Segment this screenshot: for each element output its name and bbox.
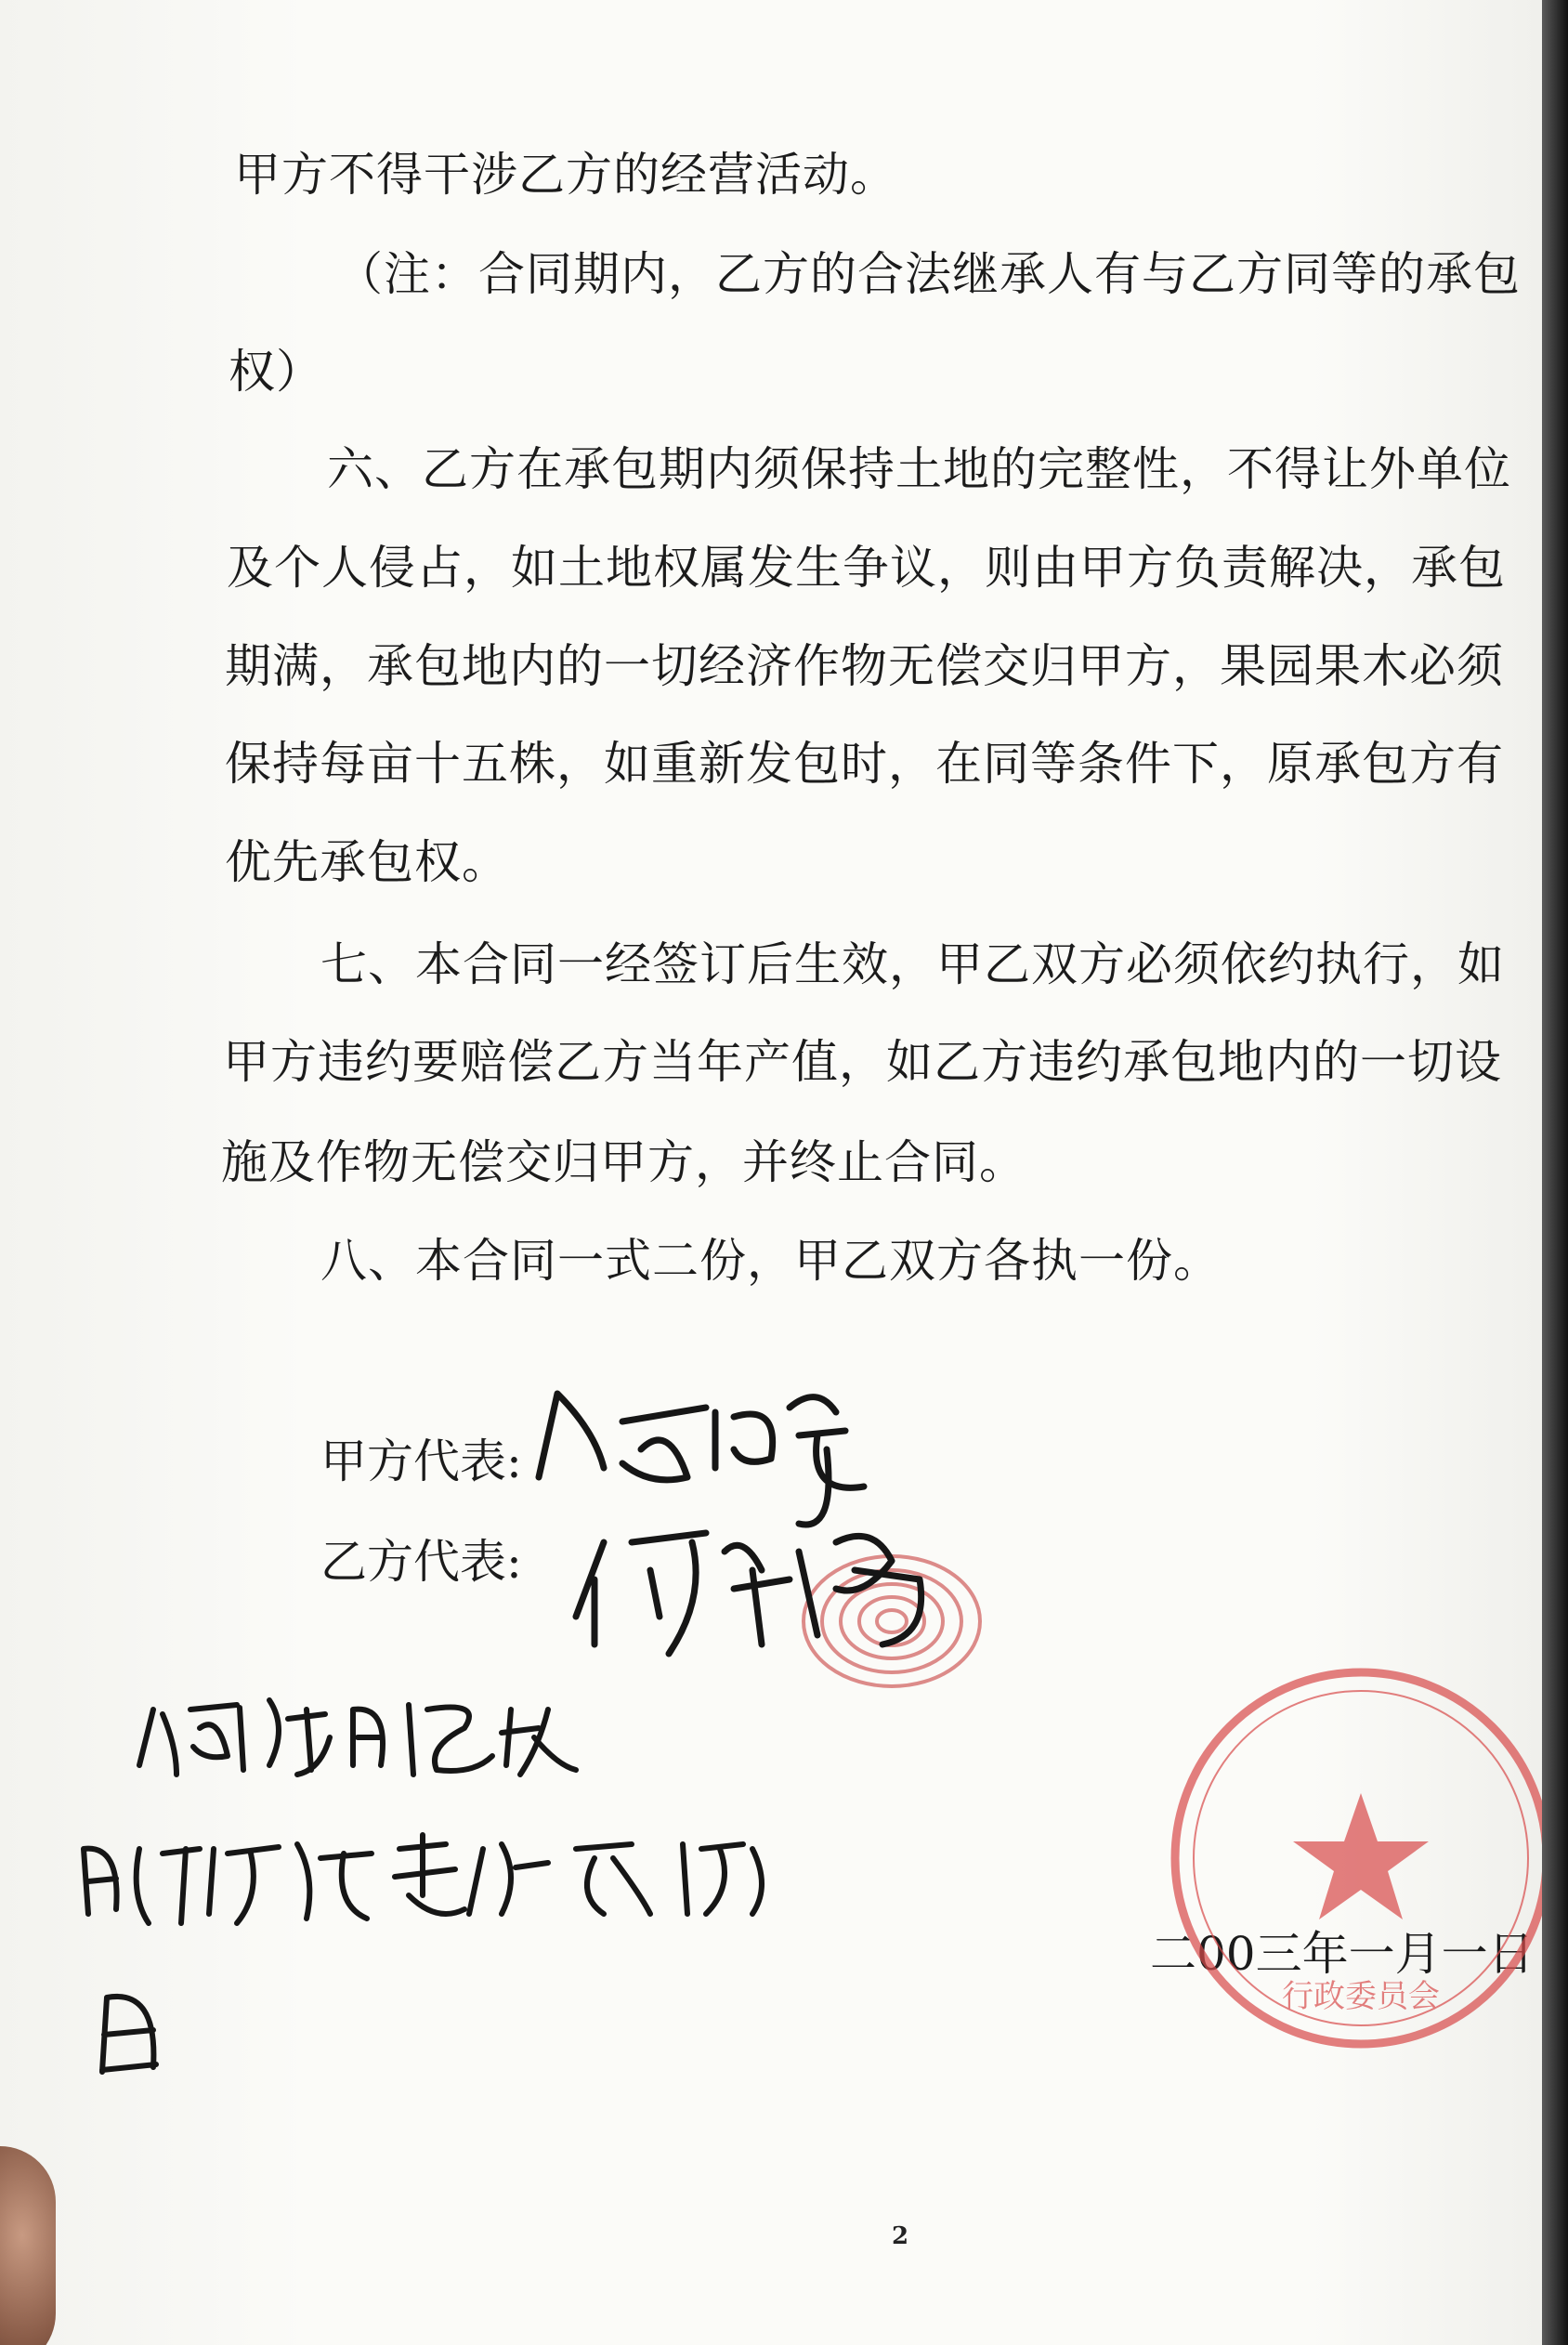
thumb-shadow <box>0 2146 56 2345</box>
official-seal <box>1175 1672 1542 2044</box>
paragraph-line: （注：合同期内，乙方的合法继承人有与乙方同等的承包 <box>336 247 1521 301</box>
paragraph-line: 保持每亩十五株，如重新发包时，在同等条件下，原承包方有 <box>225 737 1504 791</box>
paragraph-line: 及个人侵占，如土地权属发生争议，则由甲方负责解决，承包 <box>227 541 1506 595</box>
party-b-signature <box>576 1533 921 1654</box>
paragraph-line: 期满，承包地内的一切经济作物无偿交归甲方，果园果木必须 <box>225 639 1504 693</box>
paragraph-line: 六、乙方在承包期内须保持土地的完整性，不得让外单位 <box>327 442 1511 496</box>
paragraph-line: 七、本合同一经签订后生效，甲乙双方必须依约执行，如 <box>320 937 1505 991</box>
party-b-label: 乙方代表: <box>320 1535 522 1589</box>
handwritten-note-line1 <box>139 1700 576 1775</box>
paragraph-line: 八、本合同一式二份，甲乙双方各执一份。 <box>320 1234 1221 1288</box>
paragraph-line: 优先承包权。 <box>225 835 509 889</box>
contract-date: 二00三年一月一日 <box>1150 1927 1535 1981</box>
paragraph-line: 权） <box>229 345 323 399</box>
handwritten-note-line3 <box>102 1997 156 2072</box>
party-a-signature <box>539 1394 864 1525</box>
seal-text: 行政委员会 <box>1282 1978 1440 2015</box>
handwritten-note-line2 <box>84 1835 762 1923</box>
page-number: 2 <box>892 2222 909 2250</box>
party-a-label: 甲方代表: <box>320 1435 522 1488</box>
paragraph-line: 甲方违约要赔偿乙方当年产值，如乙方违约承包地内的一切设 <box>223 1035 1502 1089</box>
page-edge <box>1542 0 1568 2345</box>
paragraph-line: 施及作物无偿交归甲方，并终止合同。 <box>221 1135 1026 1189</box>
paragraph-line: 甲方不得干涉乙方的经营活动。 <box>234 148 897 202</box>
